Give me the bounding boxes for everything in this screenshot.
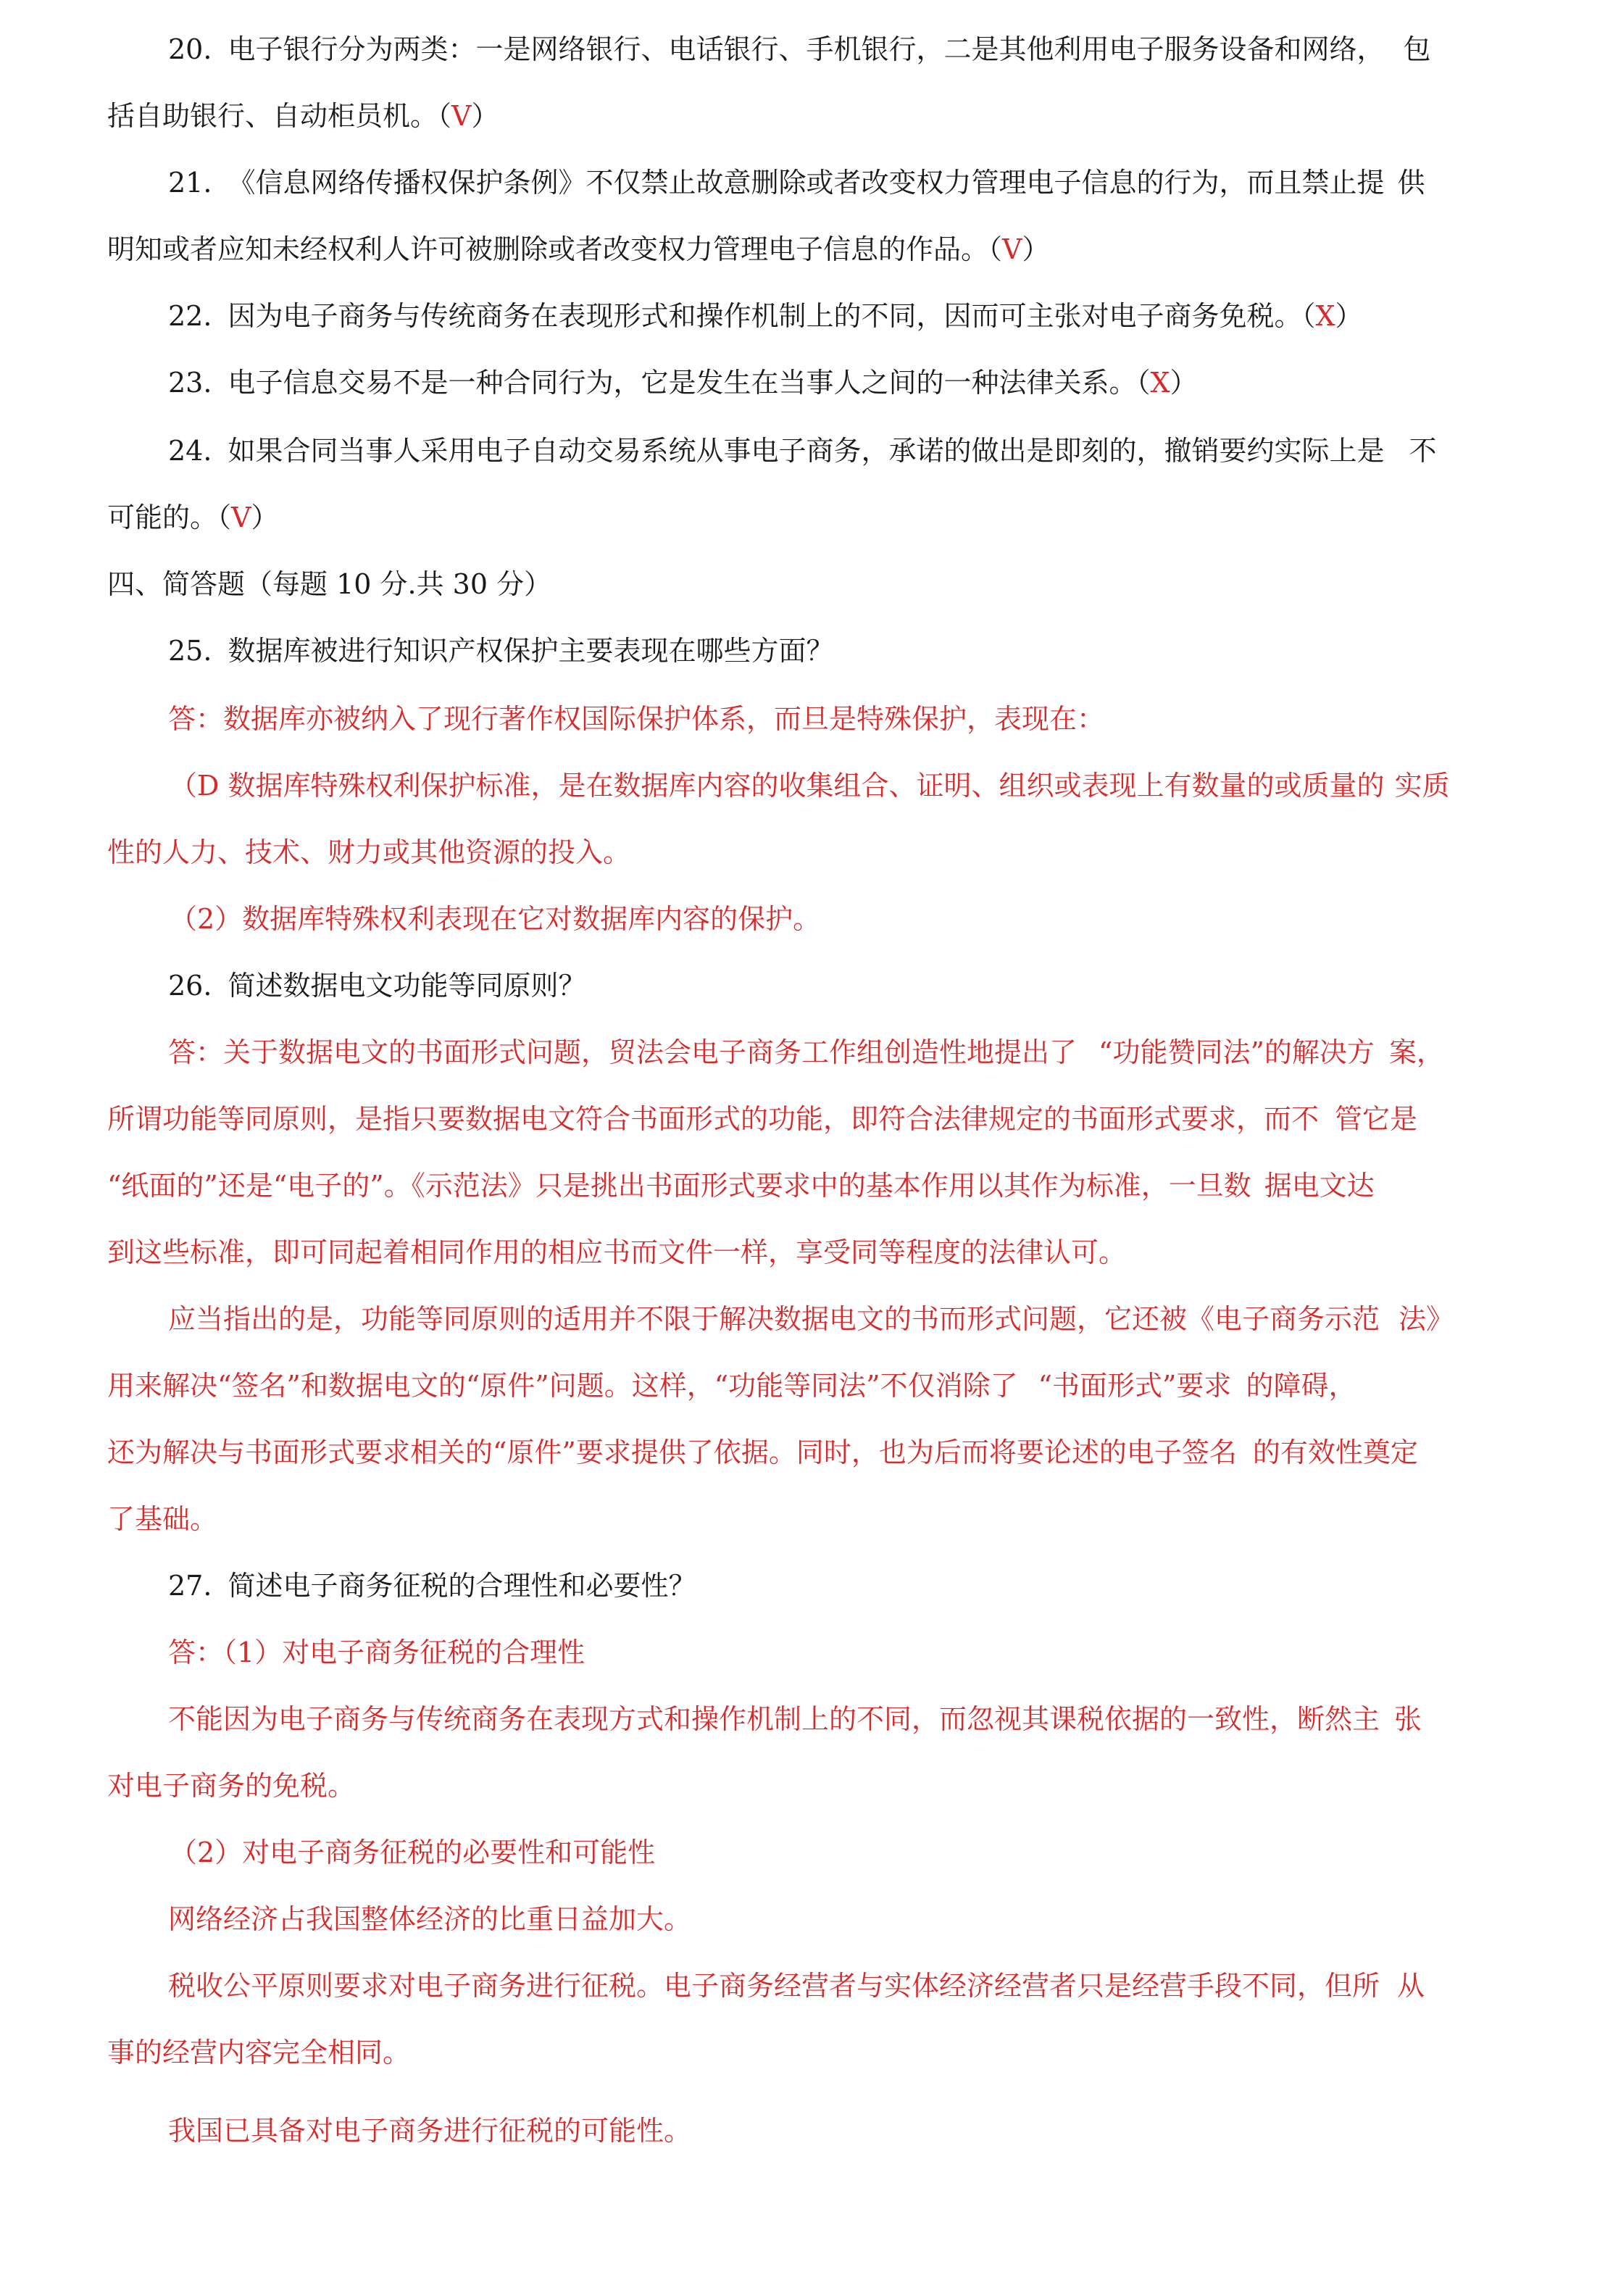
answer-text-tail: 实质 (1394, 770, 1450, 802)
answer-mark: V (231, 502, 251, 533)
question-text-tail: 包 (1403, 33, 1431, 65)
answer-mark: X (1150, 367, 1170, 399)
answer-text: 答：关于数据电文的书面形式问题，贸法会电子商务工作组创造性地提出了 (168, 1036, 1078, 1068)
section-heading: 四、简答题（每题 10 分.共 30 分） (107, 568, 552, 600)
question-27-line-1 (168, 1568, 1574, 1603)
answer-text: 所谓功能等同原则，是指只要数据电文符合书面形式的功能，即符合法律规定的书面形式要求，而不 (107, 1103, 1320, 1135)
question-number: 25. (168, 635, 212, 667)
question-22-line-1 (168, 299, 1574, 333)
question-20-line-1 (168, 32, 1574, 67)
answer-27-line-7: 事的经营内容完全相同。 (107, 2037, 411, 2068)
question-text: 括自助银行、自动柜员机。（ (107, 100, 452, 132)
answer-26-line-2 (107, 1102, 1513, 1136)
question-text: 如果合同当事人采用电子自动交易系统从事电子商务，承诺的做出是即刻的，撤销要约实际上是 (228, 435, 1385, 467)
answer-text: “书面形式”要求 (1038, 1370, 1232, 1402)
question-number: 20. (168, 33, 212, 65)
question-number: 24. (168, 435, 212, 467)
answer-text-tail: 的障碍， (1246, 1370, 1356, 1402)
answer-27-line-3: 对电子商务的免税。 (107, 1770, 356, 1802)
answer-text: （D 数据库特殊权利保护标准，是在数据库内容的收集组合、证明、组织或表现上有数量的或质量的 (170, 770, 1385, 802)
question-text: 因为电子商务与传统商务在表现形式和操作机制上的不同，因而可主张对电子商务免税。（ (228, 300, 1316, 332)
answer-27-line-8: 我国已具备对电子商务进行征税的可能性。 (168, 2115, 692, 2147)
answer-text-tail: 案， (1388, 1036, 1444, 1068)
answer-text: 用来解决“签名”和数据电文的“原件”问题。这样，“功能等同法”不仅消除了 (107, 1370, 1018, 1402)
paren-close: ） (1022, 233, 1050, 265)
answer-26-line-8: 了基础。 (107, 1503, 218, 1535)
question-number: 23. (168, 367, 212, 399)
question-23-line-1 (168, 365, 1574, 400)
answer-27-line-4: （2）对电子商务征税的必要性和可能性 (170, 1837, 656, 1868)
question-number: 26. (168, 970, 212, 1002)
answer-25-line-4: （2）数据库特殊权利表现在它对数据库内容的保护。 (170, 903, 821, 935)
paren-close: ） (1335, 300, 1363, 332)
question-text-tail: 不 (1409, 435, 1437, 467)
answer-27-line-2 (168, 1702, 1574, 1736)
question-24-line-1 (168, 433, 1574, 468)
answer-26-line-7 (107, 1435, 1513, 1470)
question-text: 简述数据电文功能等同原则？ (228, 970, 586, 1002)
question-text: 电子银行分为两类：一是网络银行、电话银行、手机银行，二是其他利用电子服务设备和网络， (228, 33, 1385, 65)
answer-text: “纸面的”还是“电子的”。《示范法》只是挑出书面形式要求中的基本作用以其作为标准，一旦数 (107, 1170, 1251, 1202)
question-text: 数据库被进行知识产权保护主要表现在哪些方面？ (228, 635, 834, 667)
question-text: 简述电子商务征税的合理性和必要性？ (228, 1570, 696, 1602)
question-number: 22. (168, 300, 212, 332)
answer-text-tail: 法》 (1399, 1303, 1454, 1335)
answer-text-tail: 张 (1394, 1703, 1422, 1735)
question-number: 27. (168, 1570, 212, 1602)
question-text: 电子信息交易不是一种合同行为，它是发生在当事人之间的一种法律关系。（ (228, 367, 1151, 399)
question-text: 明知或者应知未经权利人许可被删除或者改变权力管理电子信息的作品。（ (107, 233, 1003, 265)
question-text-tail: 供 (1397, 167, 1425, 199)
answer-text-tail: 的有效性奠定 (1252, 1436, 1418, 1468)
answer-26-line-5 (168, 1302, 1574, 1336)
question-26-line-1 (168, 968, 1574, 1003)
answer-text-tail: 从 (1397, 1970, 1425, 2002)
question-21-line-2 (107, 232, 1513, 267)
answer-mark: X (1315, 300, 1335, 332)
answer-25-line-1: 答：数据库亦被纳入了现行著作权国际保护体系，而旦是特殊保护，表现在： (168, 703, 1105, 735)
answer-text-tail: 管它是 (1335, 1103, 1418, 1135)
question-25-line-1 (168, 633, 1574, 668)
answer-text: “功能赞同法”的解决方 (1099, 1036, 1375, 1068)
answer-25-line-3: 性的人力、技术、财力或其他资源的投入。 (107, 836, 631, 868)
answer-text: 税收公平原则要求对电子商务进行征税。电子商务经营者与实体经济经营者只是经营手段不同，但所 (168, 1970, 1380, 2002)
question-20-line-2 (107, 99, 1513, 133)
question-text: 可能的。（ (107, 502, 232, 533)
answer-26-line-3 (107, 1168, 1513, 1203)
answer-text: 不能因为电子商务与传统商务在表现方式和操作机制上的不同，而忽视其课税依据的一致性，断然主 (168, 1703, 1380, 1735)
answer-27-line-6 (168, 1968, 1574, 2003)
question-text: 《信息网络传播权保护条例》不仅禁止故意删除或者改变权力管理电子信息的行为，而且禁止提 (228, 167, 1385, 199)
answer-26-line-4: 到这些标准，即可同起着相同作用的相应书而文件一样，享受同等程度的法律认可。 (107, 1236, 1127, 1268)
answer-text: 还为解决与书面形式要求相关的“原件”要求提供了依据。同时，也为后而将要论述的电子签名 (107, 1436, 1237, 1468)
answer-text-tail: 据电文达 (1264, 1170, 1375, 1202)
answer-27-line-1: 答：（1）对电子商务征税的合理性 (168, 1636, 585, 1668)
answer-25-line-2 (170, 768, 1575, 803)
paren-close: ） (251, 502, 279, 533)
answer-mark: V (1002, 233, 1022, 265)
paren-close: ） (471, 100, 499, 132)
question-24-line-2 (107, 500, 1513, 535)
answer-mark: V (451, 100, 472, 132)
answer-27-line-5: 网络经济占我国整体经济的比重日益加大。 (168, 1903, 692, 1935)
paren-close: ） (1170, 367, 1198, 399)
question-21-line-1 (168, 165, 1574, 200)
answer-text: 应当指出的是，功能等同原则的适用并不限于解决数据电文的书而形式问题，它还被《电子商务示范 (168, 1303, 1380, 1335)
answer-26-line-6 (107, 1368, 1513, 1403)
answer-26-line-1 (168, 1035, 1574, 1070)
question-number: 21. (168, 167, 212, 199)
